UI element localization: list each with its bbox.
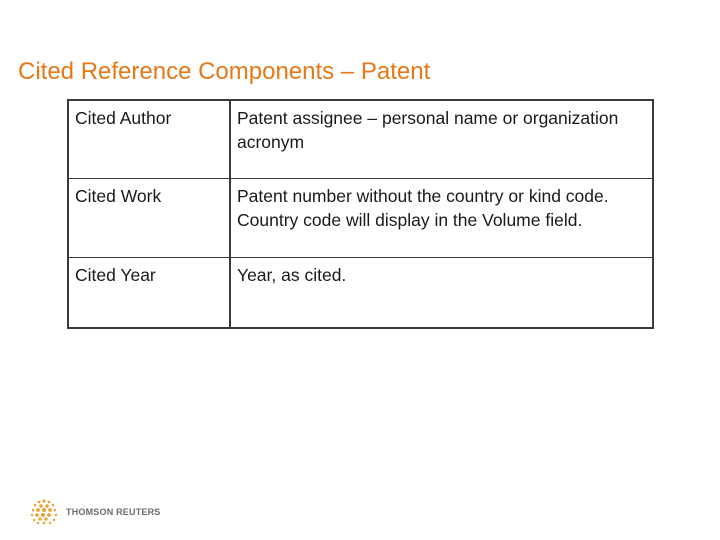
company-logo bbox=[28, 497, 161, 527]
table-row bbox=[68, 100, 653, 178]
table-row bbox=[68, 178, 653, 257]
field-label: Cited Work bbox=[68, 178, 230, 257]
table-row bbox=[68, 257, 653, 328]
dotted-sphere-icon bbox=[28, 497, 60, 527]
field-description: Patent assignee – personal name or organization acronym bbox=[237, 108, 619, 152]
field-label: Cited Author bbox=[68, 100, 230, 178]
field-description: Year, as cited. bbox=[230, 257, 653, 328]
reference-table bbox=[67, 99, 654, 329]
slide-title: Cited Reference Components – Patent bbox=[18, 58, 431, 85]
field-description: Patent number without the country or kind code. Country code will display in the Volume field. bbox=[230, 178, 653, 257]
field-label: Cited Year bbox=[68, 257, 230, 328]
logo-text: THOMSON REUTERS bbox=[66, 507, 161, 517]
